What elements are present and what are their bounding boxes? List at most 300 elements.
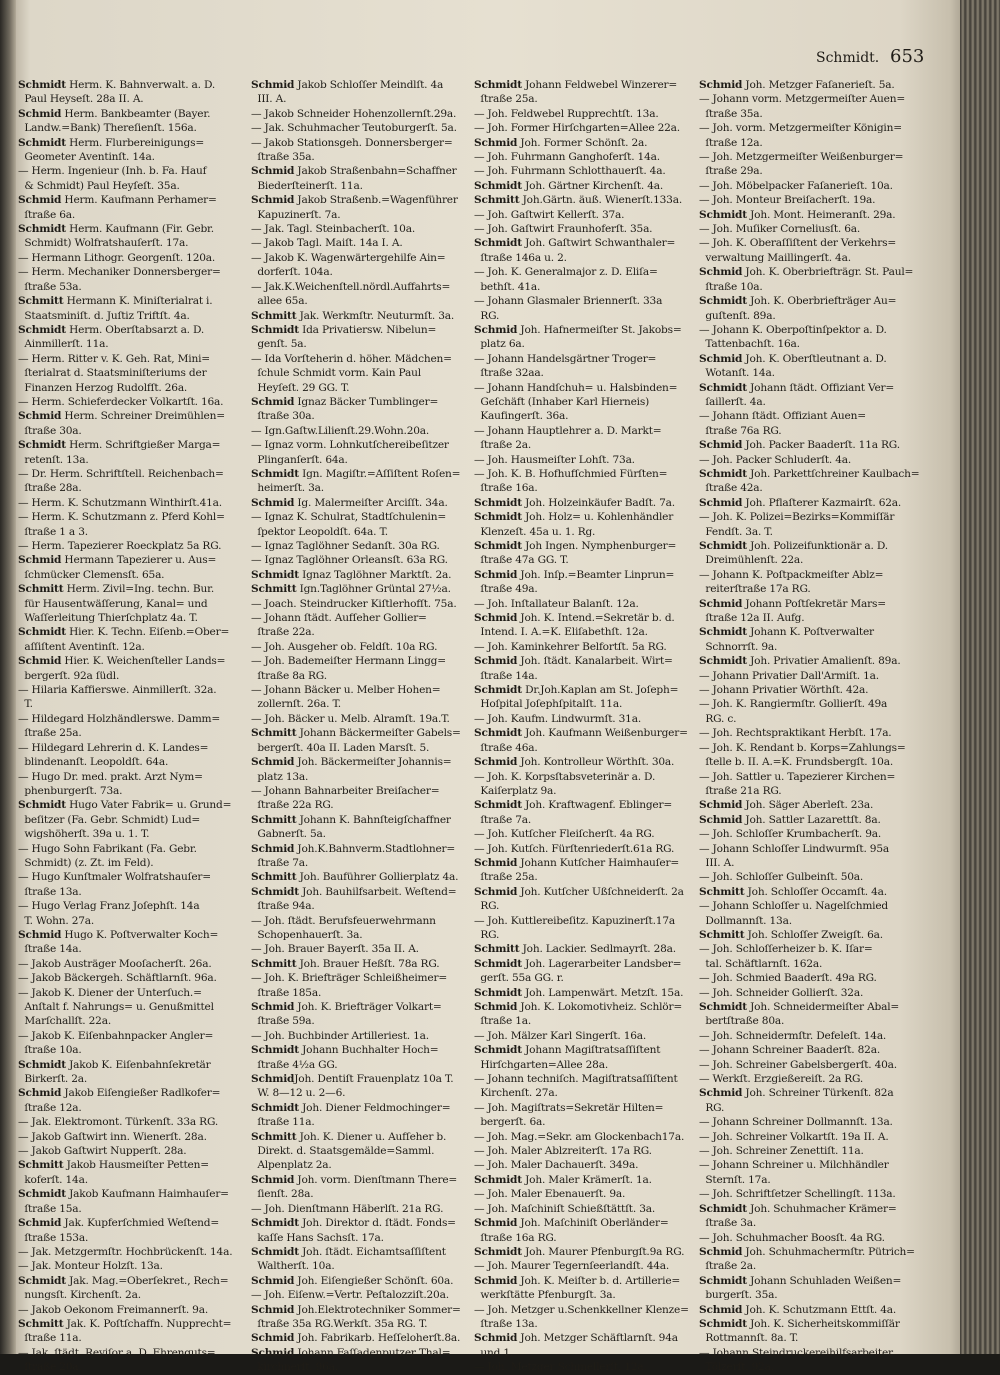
directory-line: Kaiſerplatz 9a.	[474, 784, 557, 797]
directory-line: Direkt. d. Staatsgemälde=Samml.	[251, 1145, 435, 1158]
directory-line: — Jakob Tagl. Maiſt. 14a I. A.	[251, 237, 403, 250]
directory-line: — Joh. Schloſſer Gulbeinſt. 50a.	[699, 871, 864, 884]
directory-line: — Johann Schloſſer Lindwurmſt. 95a	[699, 842, 889, 855]
directory-line: ſtraße 1 a 3.	[18, 525, 88, 538]
directory-line: — Joh. Möbelpacker Faſanerieſt. 10a.	[699, 179, 893, 192]
directory-line: — Johann Hauptlehrer a. D. Markt=	[474, 424, 662, 437]
directory-line: Schmid Hermann Tapezierer u. Aus=	[18, 554, 217, 567]
directory-line: — Hermann Lithogr. Georgenſt. 120a.	[18, 251, 216, 264]
directory-line: ſtraße 30a.	[251, 410, 315, 423]
directory-line: — Jakob K. Diener der Unterſuch.=	[18, 986, 202, 999]
directory-line: Schmidt Joh. Bauhilfsarbeit. Weſtend=	[251, 885, 457, 898]
directory-line: — Joh. K. Rangiermſtr. Gollierſt. 49a	[699, 698, 888, 711]
directory-line: III. A.	[699, 856, 735, 869]
directory-line: Staatsminiſt. d. Juſtiz Triftſt. 4a.	[18, 309, 190, 322]
directory-line: — Joh. Kuttlereibeſitz. Kapuzinerſt.17a	[474, 914, 675, 927]
directory-line: — Jak. Metzgermſtr. Hochbrückenſt. 14a.	[18, 1245, 233, 1258]
directory-line: — Joh. Gaſtwirt Kellerſt. 37a.	[474, 208, 625, 221]
directory-line: ſtraße 35a RG.Werkſt. 35a RG. T.	[251, 1317, 428, 1330]
directory-line: — Joh. Schneider Gollierſt. 32a.	[699, 986, 864, 999]
directory-line: — Joh. Magiſtrats=Sekretär Hilten=	[474, 1101, 664, 1114]
directory-line: ſienſt. 28a.	[251, 1188, 314, 1201]
directory-line: — Joh. Bäcker u. Melb. Alramſt. 19a.T.	[251, 712, 450, 725]
directory-line: ſtraße 153a.	[18, 1231, 89, 1244]
directory-line: Schmidt Joh. Lampenwärt. Metzſt. 15a.	[474, 986, 684, 999]
directory-line: — Johann K. Poſtpackmeiſter Ablz=	[699, 568, 884, 581]
directory-line: — Herm. Schieferdecker Volkartſt. 16a.	[18, 395, 224, 408]
page-gutter-left	[0, 0, 16, 1354]
directory-line: Schmid Herm. Bankbeamter (Bayer.	[18, 107, 211, 120]
directory-line: Dreimühlenſt. 22a.	[699, 554, 804, 567]
directory-line: Schmid Joh. Hafnermeiſter St. Jakobs=	[474, 323, 682, 336]
directory-line: — Hugo Dr. med. prakt. Arzt Nym=	[18, 770, 203, 783]
directory-line: Schmidt Johann Schuhladen Weißen=	[699, 1274, 902, 1287]
directory-line: — Joh. K. Polizei=Bezirks=Kommiſſär	[699, 511, 895, 524]
directory-line: Schmid Joh. Inſp.=Beamter Linprun=	[474, 568, 675, 581]
directory-line: — Joh. Schreiner Volkartſt. 19a II. A.	[699, 1130, 889, 1143]
directory-line: Schopenhauerſt. 3a.	[251, 928, 363, 941]
directory-line: ſtraße 13a.	[474, 1317, 538, 1330]
directory-line: Schmid Joh. Kontrolleur Wörthſt. 30a.	[474, 756, 675, 769]
directory-line: Schmid Jakob Straßenbahn=Schaffner	[251, 165, 457, 178]
directory-line: Kapuzinerſt. 7a.	[251, 208, 341, 221]
directory-line: Gabnerſt. 5a.	[251, 828, 326, 841]
directory-line: ſtraße 14a.	[18, 943, 82, 956]
directory-line: Schmidt) (z. Zt. im Feld).	[18, 856, 154, 869]
directory-line: & Schmidt) Paul Heyſeſt. 35a.	[18, 179, 180, 192]
directory-line: Schmid Joh. K. Briefträger Volkart=	[251, 1001, 442, 1013]
directory-line: Schmid Hugo K. Poſtverwalter Koch=	[18, 928, 219, 941]
directory-line: verwaltung Maillingerſt. 4a.	[699, 251, 851, 264]
directory-line: — Joh. K. Briefträger Schleißheimer=	[251, 972, 448, 985]
directory-line: Schmid Joh. Maſchiniſt Oberländer=	[474, 1217, 669, 1230]
directory-line: — Hugo Sohn Fabrikant (Fa. Gebr.	[18, 842, 197, 855]
directory-line: ſtraße 12a II. Aufg.	[699, 612, 805, 625]
directory-line: — Jakob Bäckergeh. Schäftlarnſt. 96a.	[18, 972, 217, 985]
directory-line: — Johann Glasmaler Briennerſt. 33a	[474, 295, 663, 308]
directory-line: ſtraße 25a.	[474, 93, 538, 106]
directory-line: Schmidt Ign. Magiſtr.=Aſſiſtent Roſen=	[251, 467, 461, 480]
directory-line: Schmidt Joh. Maler Krämerſt. 1a.	[474, 1173, 652, 1186]
directory-line: — Joh. Packer Schluderſt. 4a.	[699, 453, 852, 466]
directory-line: tal. Schäftlarnſt. 162a.	[699, 957, 823, 970]
directory-line: für Hausentwäſſerung, Kanal= und	[18, 597, 208, 610]
directory-line: — Joh. K. Korpsſtabsveterinär a. D.	[474, 770, 656, 783]
directory-line: ſtraße 6a.	[18, 208, 76, 221]
directory-line: kirchnerſt. 96a.	[251, 1361, 338, 1374]
directory-line: Geſchäft (Inhaber Karl Hierneis)	[474, 395, 650, 408]
directory-line: Waltherſt. 10a.	[251, 1260, 335, 1273]
directory-line: Schmid Joh. Fabrikarb. Heſſeloherſt.8a.	[251, 1332, 461, 1345]
directory-line: RG.	[474, 928, 500, 941]
directory-line: Schmitt Hermann K. Miniſterialrat i.	[18, 295, 213, 308]
directory-line: Plinganſerſt. 64a.	[251, 453, 348, 466]
directory-line: ſtraße 12a.	[18, 1101, 82, 1114]
directory-line: — Herm. K. Schutzmann Winthirſt.41a.	[18, 496, 222, 509]
directory-line: Schmidt) Wolfratshauſerſt. 17a.	[18, 237, 189, 250]
directory-line: ſtraße 185a.	[251, 986, 322, 999]
directory-line: phenburgerſt. 73a.	[18, 784, 123, 797]
directory-line: guſtenſt. 89a.	[699, 309, 776, 322]
directory-line: Schmid Jakob Straßenb.=Wagenführer	[251, 194, 458, 207]
directory-line: — Hugo Verlag Franz Joſephſt. 14a	[18, 900, 200, 913]
directory-line: Schmidt Hugo Vater Fabrik= u. Grund=	[18, 799, 232, 812]
directory-line: Schmid Joh. Sattler Lazarettſt. 8a.	[699, 813, 881, 826]
directory-line: ſtraße 10a.	[699, 280, 763, 293]
page-number: 653	[890, 46, 925, 67]
directory-line: ſtraße 20a.	[18, 1361, 82, 1374]
directory-line: ſchule Schmidt vorm. Kain Paul	[251, 367, 421, 380]
directory-line: Schmid Joh. Former Schönſt. 2a.	[474, 136, 648, 149]
directory-line: ſtraße 11a.	[18, 1332, 82, 1345]
directory-line: — Ignaz vorm. Lohnkutſchereibeſitzer	[251, 439, 449, 452]
directory-line: Schmidt Joh. Holz= u. Kohlenhändler	[474, 511, 674, 524]
directory-line: Schmitt Johann Bäckermeiſter Gabels=	[251, 727, 461, 740]
directory-line: — Joh. Inſtallateur Balanſt. 12a.	[474, 597, 639, 610]
directory-line: — Joh. Bademeiſter Hermann Lingg=	[251, 655, 446, 668]
directory-line: ſtraße 16a.	[474, 482, 538, 495]
directory-line: Schmid Ig. Malermeiſter Arciſſt. 34a.	[251, 496, 448, 509]
directory-line: platz 6a.	[474, 338, 525, 351]
directory-line: ſtraße 46a.	[474, 741, 538, 754]
directory-line: werkſtätte Pfenburgſt. 3a.	[474, 1289, 616, 1302]
directory-line: — Jakob Stationsgeh. Donnersberger=	[251, 136, 453, 149]
directory-line: — Joh. Schneidermſtr. Defeleſt. 14a.	[699, 1029, 887, 1042]
directory-line: Schmid Joh. ſtädt. Kanalarbeit. Wirt=	[474, 655, 673, 668]
directory-line: ſtraße 59a.	[251, 1015, 315, 1028]
directory-line: — Ign.Gaſtw.Lilienſt.29.Wohn.20a.	[251, 424, 430, 437]
directory-line: Tölzerſt. 92a.	[699, 1361, 774, 1374]
directory-line: Schmitt Jakob Hausmeiſter Petten=	[18, 1159, 209, 1172]
directory-line: — Joh. K. Oberaſſiſtent der Verkehrs=	[699, 237, 897, 250]
directory-line: Waſſerleitung Thierſchplatz 4a. T.	[18, 612, 198, 625]
directory-line: Schmidt Joh. Gaſtwirt Schwanthaler=	[474, 237, 676, 250]
directory-line: Alpenplatz 2a.	[251, 1159, 332, 1172]
directory-line: Schmid Joh. Schuhmachermſtr. Pütrich=	[699, 1245, 915, 1258]
directory-line: bergerſt. 40a II. Laden Marsſt. 5.	[251, 741, 430, 754]
directory-line: genſt. 5a.	[251, 338, 307, 351]
directory-line: RG.	[474, 900, 500, 913]
directory-line: Kirchenſt. 27a.	[474, 1087, 558, 1100]
directory-line: — Joh. Maler Ebenauerſt. 9a.	[474, 1188, 626, 1201]
directory-line: Schmid Jakob Schloſſer Meindlſt. 4a	[251, 79, 444, 91]
directory-line: ſtraße 29a.	[699, 165, 763, 178]
directory-line: ſtraße 2a.	[474, 439, 532, 452]
directory-line: — Johann Bahnarbeiter Breiſacher=	[251, 784, 440, 797]
directory-line: Schmitt Joh. Lackier. Sedlmayrſt. 28a.	[474, 943, 676, 956]
directory-line: Hirſchgarten=Allee 28a.	[474, 1058, 608, 1071]
directory-line: Schmidt Herm. Schriftgießer Marga=	[18, 439, 221, 452]
directory-line: T.	[18, 698, 33, 711]
directory-line: ſtraße 21a RG.	[699, 784, 782, 797]
directory-line: ſtraße 30a.	[18, 424, 82, 437]
directory-line: — Joh. Rechtspraktikant Herbſt. 17a.	[699, 727, 892, 740]
directory-line: — Joh. Muſiker Corneliusſt. 6a.	[699, 223, 861, 236]
directory-line: Schmid Joh.K.Bahnverm.Stadtlohner=	[251, 842, 456, 855]
directory-line: Dollmannſt. 13a.	[699, 914, 792, 927]
directory-line: — Joh. Metzger u.Schenkkellner Klenze=	[474, 1303, 689, 1316]
directory-line: Schmidt Joh. Schneidermeiſter Abal=	[699, 1001, 900, 1013]
directory-line: — Joh. Kaminkehrer Belfortſt. 5a RG.	[474, 640, 667, 653]
directory-line: — Jakob Austräger Mooſacherſt. 26a.	[18, 957, 212, 970]
directory-line: Schmidt Joh. Privatier Amalienſt. 89a.	[699, 655, 901, 668]
directory-line: — Jak. Elektromont. Türkenſt. 33a RG.	[18, 1116, 218, 1129]
directory-line: Schmidt Jakob K. Eiſenbahnſekretär	[18, 1058, 211, 1071]
directory-line: Schmidt Joh. ſtädt. Eichamtsaſſiſtent	[251, 1245, 446, 1258]
directory-line: — Johann Schreiner Baaderſt. 82a.	[699, 1044, 881, 1057]
directory-line: Finanzen Herzog Rudolfſt. 26a.	[18, 381, 188, 394]
directory-line: — Joh. Kaufm. Lindwurmſt. 31a.	[474, 712, 642, 725]
directory-line: zollernſt. 26a. T.	[251, 698, 341, 711]
directory-line: Schmid Hier. K. Weichenſteller Lands=	[18, 655, 226, 668]
directory-line: — Jakob K. Wagenwärtergehilfe Ain=	[251, 251, 446, 264]
directory-line: ſtraße 35a.	[251, 151, 315, 164]
directory-line: — Joh. Mag.=Sekr. am Glockenbach17a.	[474, 1130, 685, 1143]
directory-line: — Johann Schreiner Dollmannſt. 13a.	[699, 1116, 893, 1129]
directory-line: — Joh. Eiſenw.=Vertr. Peſtalozziſt.20a.	[251, 1289, 449, 1302]
directory-line: burgerſt. 35a.	[699, 1289, 778, 1302]
directory-line: Schmid Joh. vorm. Dienſtmann There=	[251, 1173, 458, 1186]
directory-line: Fendſt. 3a. T.	[699, 525, 773, 538]
directory-line: — Jakob Schneider Hohenzollernſt.29a.	[251, 107, 457, 120]
directory-line: — Joh. K. Generalmajor z. D. Eliſa=	[474, 266, 658, 279]
directory-line: — Herm. Mechaniker Donnersberger=	[18, 266, 221, 279]
directory-line: ſtraße 11a.	[251, 1116, 315, 1129]
directory-line: Schmidt Joh. Direktor d. ſtädt. Fonds=	[251, 1217, 456, 1230]
directory-line: — Joh. vorm. Metzgermeiſter Königin=	[699, 122, 902, 135]
directory-line: koferſt. 14a.	[18, 1173, 88, 1186]
directory-line: bertſtraße 80a.	[699, 1015, 785, 1028]
directory-line: kaſſe Hans Sachsſt. 17a.	[251, 1231, 384, 1244]
directory-line: Schmidt Joh. K. Sicherheitskommiſſär	[699, 1317, 900, 1330]
directory-line: — Joach. Steindrucker Kiſtlerhofſt. 75a.	[251, 597, 457, 610]
directory-line: Schmitt Jak. K. Poſtſchaffn. Nupprecht=	[18, 1317, 232, 1330]
directory-line: — Joh. Gaſtwirt Fraunhoferſt. 35a.	[474, 223, 653, 236]
directory-line: Schmitt Joh. Schloſſer Zweigſt. 6a.	[699, 928, 883, 941]
directory-line: — Joh. Fuhrmann Schlotthauerſt. 4a.	[474, 165, 666, 178]
directory-line: Schmid Joh. Pflaſterer Kazmairſt. 62a.	[699, 496, 902, 509]
directory-line: ſtraße 10a.	[18, 1044, 82, 1057]
directory-line: Schmitt Herm. Zivil=Ing. techn. Bur.	[18, 583, 214, 596]
directory-line: ſtraße 146a u. 2.	[474, 251, 567, 264]
directory-line: Schmidt Johann Feldwebel Winzerer=	[474, 79, 678, 91]
directory-line: — Jakob K. Eiſenbahnpacker Angler=	[18, 1029, 214, 1042]
directory-line: Schmidt Joh. Polizeifunktionär a. D.	[699, 540, 888, 552]
directory-line: Schmid Jak. Kupferſchmied Weſtend=	[18, 1217, 220, 1230]
directory-line: Marſchallſt. 22a.	[18, 1015, 112, 1028]
directory-line: Schmid Joh. Schreiner Türkenſt. 82a	[699, 1087, 894, 1100]
directory-line: Schmitt Joh. Brauer Heßſt. 78a RG.	[251, 957, 440, 970]
directory-line: — Jak. Schuhmacher Teutoburgerſt. 5a.	[251, 122, 457, 135]
directory-line: ſtraße 15a.	[18, 1202, 82, 1215]
directory-line: Schmidt Johann Buchhalter Hoch=	[251, 1044, 439, 1057]
directory-line: ſtraße 94a.	[251, 900, 315, 913]
directory-line: Schmid Jakob Eiſengießer Radlkofer=	[18, 1087, 221, 1100]
directory-line: ſtraße 22a RG.	[251, 799, 334, 812]
directory-line: ſtraße 49a.	[474, 583, 538, 596]
directory-line: ſtelle b. II. A.=K. Frundsbergſt. 10a.	[699, 756, 894, 769]
column-1	[18, 78, 248, 1374]
directory-line: Schmitt Joh.Gärtn. äuß. Wienerſt.133a.	[474, 194, 682, 207]
directory-line: RG.	[699, 1101, 725, 1114]
directory-line: — Joh. Schuhmacher Boosſt. 4a RG.	[699, 1231, 885, 1244]
directory-line: — Joh. Maurer Tegernſeerlandſt. 44a.	[474, 1260, 670, 1273]
directory-line: ſaillerſt. 4a.	[699, 395, 766, 408]
directory-line: ſtraße 7a.	[251, 856, 309, 869]
directory-line: Schmidt Joh Ingen. Nymphenburger=	[474, 540, 677, 552]
directory-line: Schmid Johann Kutſcher Haimhauſer=	[474, 856, 680, 869]
directory-line: aſſiſtent Aventinſt. 12a.	[18, 640, 145, 653]
column-3	[474, 78, 696, 1374]
directory-line: bethſt. 41a.	[474, 280, 541, 293]
directory-line: Schmitt Joh. Bauführer Gollierplatz 4a.	[251, 871, 459, 884]
directory-line: Schmid Joh. Eiſengießer Schönſt. 60a.	[251, 1274, 454, 1287]
directory-line: Schmidt Joh. K. Oberbriefträger Au=	[699, 295, 897, 308]
directory-line: — Johann Privatier Dall'Armiſt. 1a.	[699, 669, 879, 682]
directory-line: — Joh. Maler Ablzreiterſt. 17a RG.	[474, 1145, 652, 1158]
directory-line: Schmid Joh. K. Schutzmann Ettſt. 4a.	[699, 1303, 897, 1316]
directory-line: Schmid Joh. K. Lokomotivheiz. Schlör=	[474, 1001, 683, 1013]
directory-line: ſtraße 7a.	[474, 813, 532, 826]
directory-line: — Herm. Tapezierer Roeckplatz 5a RG.	[18, 540, 222, 552]
directory-line: ſtraße 53a.	[18, 280, 82, 293]
column-2	[251, 78, 471, 1374]
directory-line: Schmidt Herm. K. Bahnverwalt. a. D.	[18, 79, 216, 91]
directory-line: — Joh. Schriftſetzer Schellingſt. 113a.	[699, 1188, 896, 1201]
directory-line: Schmidt Herm. Oberſtabsarzt a. D.	[18, 323, 205, 336]
directory-line: — Joh. Schloſſerheizer b. K. Iſar=	[699, 943, 873, 956]
directory-line: Schmidt Herm. Flurbereinigungs=	[18, 136, 205, 149]
directory-line: — Herm. K. Schutzmann z. Pferd Kohl=	[18, 511, 225, 524]
directory-line: — Joh. ſtädt. Berufsfeuerwehrmann	[251, 914, 436, 927]
directory-line: ſpektor Leopoldſt. 64a. T.	[251, 525, 388, 538]
directory-line: W. 8—12 u. 2—6.	[251, 1087, 346, 1100]
directory-line: Schmidt Dr.Joh.Kaplan am St. Joſeph=	[474, 684, 679, 697]
directory-line: Kaufingerſt. 36a.	[474, 410, 569, 423]
directory-line: Schmid Joh. K. Oberſtleutnant a. D.	[699, 352, 887, 365]
directory-line: Schmid Herm. Kaufmann Perhamer=	[18, 194, 217, 207]
directory-line: — Herm. Ritter v. K. Geh. Rat, Mini=	[18, 352, 210, 365]
directory-line: retenſt. 13a.	[18, 453, 89, 466]
directory-line: — Ida Vorſteherin d. höher. Mädchen=	[251, 352, 452, 365]
directory-line: Schmidt Joh. Maurer Pfenburgſt.9a RG.	[474, 1245, 685, 1258]
directory-line: ſtraße 8a RG.	[251, 669, 327, 682]
directory-line: — Joh. Metzger Schmellerſt. 12a.	[474, 1361, 647, 1374]
directory-line: — Jak. ſtädt. Reviſor a. D. Ehrenguts=	[18, 1346, 216, 1359]
directory-line: bergerſt. 92a ſüdl.	[18, 669, 120, 682]
directory-line: Schmid Joh.Elektrotechniker Sommer=	[251, 1303, 461, 1316]
directory-line: — Johann Schloſſer u. Nagelſchmied	[699, 900, 889, 913]
directory-line: — Ignaz Taglöhner Sedanſt. 30a RG.	[251, 540, 440, 552]
directory-line: — Joh. Kutſch. Fürſtenriederſt.61a RG.	[474, 842, 675, 855]
running-head: Schmidt.	[816, 50, 880, 66]
directory-line: ſtraße 13a.	[18, 885, 82, 898]
directory-line: — Joh. Fuhrmann Ganghoferſt. 14a.	[474, 151, 660, 164]
directory-line: — Joh. Maler Dachauerſt. 349a.	[474, 1159, 639, 1172]
directory-line: Schmidt Johann Magiſtratsaſſiſtent	[474, 1044, 661, 1057]
directory-line: heimerſt. 3a.	[251, 482, 324, 495]
directory-line: Schmitt Joh. K. Diener u. Aufſeher b.	[251, 1130, 447, 1143]
directory-line: Schmidt Joh. Kraftwagenf. Eblinger=	[474, 799, 673, 812]
directory-line: ſterialrat d. Staatsminiſteriums der	[18, 367, 207, 380]
directory-line: ſtraße 2a.	[699, 1260, 757, 1273]
directory-line: ſtraße 22a.	[251, 626, 315, 639]
directory-line: — Johann Steindruckereihilfsarbeiter	[699, 1346, 893, 1359]
directory-line: ſtraße 1a.	[474, 1015, 532, 1028]
directory-line: gerſt. 55a GG. r.	[474, 972, 564, 985]
directory-line: — Joh. Dienſtmann Häberlſt. 21a RG.	[251, 1202, 444, 1215]
directory-line: Schnorrſt. 9a.	[699, 640, 778, 653]
directory-line: — Johann Privatier Wörthſt. 42a.	[699, 684, 869, 697]
directory-line: Schmidt Johann K. Poſtverwalter	[699, 626, 874, 639]
directory-line: Schmid Johann Faſſadenputzer Thal=	[251, 1346, 451, 1359]
directory-line: Anſtalt f. Nahrungs= u. Genußmittel	[18, 1001, 214, 1013]
directory-line: Intend. I. A.=K. Eliſabethſt. 12a.	[474, 626, 648, 639]
directory-line: Schmidt Jak. Mag.=Oberſekret., Rech=	[18, 1274, 229, 1287]
directory-line: Birkerſt. 2a.	[18, 1073, 88, 1086]
directory-line: ſtraße 16a RG.	[474, 1231, 557, 1244]
directory-line: Schmid Joh. Packer Baaderſt. 11a RG.	[699, 439, 900, 452]
directory-line: — Hilaria Kaffierswe. Ainmillerſt. 32a.	[18, 684, 217, 697]
directory-line: — Joh. Feldwebel Rupprechtſt. 13a.	[474, 107, 659, 120]
directory-line: — Joh. Kutſcher Fleiſcherſt. 4a RG.	[474, 828, 655, 841]
directory-line: Schmidt Joh. Schuhmacher Krämer=	[699, 1202, 897, 1215]
directory-line: Schmitt Johann K. Bahnſteigſchaffner	[251, 813, 451, 826]
directory-line: Tattenbachſt. 16a.	[699, 338, 800, 351]
directory-line: ſtraße 47a GG. T.	[474, 554, 569, 567]
directory-line: beſitzer (Fa. Gebr. Schmidt) Lud=	[18, 813, 201, 826]
directory-line: Schmid Ignaz Bäcker Tumblinger=	[251, 395, 439, 408]
directory-line: — Johann techniſch. Magiſtratsaſſiſtent	[474, 1073, 678, 1086]
directory-line: — Johann K. Oberpoſtinſpektor a. D.	[699, 323, 887, 336]
directory-line: blindenanſt. Leopoldſt. 64a.	[18, 756, 169, 769]
directory-line: Schmidt Herm. Kaufmann (Fir. Gebr.	[18, 223, 214, 236]
directory-line: — Ignaz Taglöhner Orleansſt. 63a RG.	[251, 554, 448, 567]
directory-line: SchmidJoh. Dentiſt Frauenplatz 10a T.	[251, 1073, 454, 1086]
directory-line: nungsſt. Kirchenſt. 2a.	[18, 1289, 141, 1302]
directory-line: Schmid Herm. Schreiner Dreimühlen=	[18, 410, 225, 423]
directory-line: Schmidt Joh. Gärtner Kirchenſt. 4a.	[474, 179, 664, 192]
directory-line: Schmitt Jak. Werkmſtr. Neuturmſt. 3a.	[251, 309, 455, 322]
directory-line: ſtraße 4½a GG.	[251, 1058, 338, 1071]
directory-line: Hoſpital Joſephſpitalſt. 11a.	[474, 698, 623, 711]
directory-line: bergerſt. 6a.	[474, 1116, 546, 1129]
directory-line: ſtraße 28a.	[18, 482, 82, 495]
directory-line: — Werkſt. Erzgießereiſt. 2a RG.	[699, 1073, 864, 1086]
page-stack-edge-right	[960, 0, 1000, 1354]
directory-line: — Ignaz K. Schulrat, Stadtſchulenin=	[251, 511, 446, 524]
directory-line: — Hildegard Lehrerin d. K. Landes=	[18, 741, 209, 754]
directory-line: — Jak.K.Weichenſtell.nördl.Auffahrts=	[251, 280, 451, 293]
directory-line: — Joh. Schreiner Zenettiſt. 11a.	[699, 1145, 864, 1158]
directory-line: — Jak. Tagl. Steinbacherſt. 10a.	[251, 223, 415, 236]
directory-line: Ainmillerſt. 11a.	[18, 338, 109, 351]
directory-line: wigshöherſt. 39a u. 1. T.	[18, 828, 150, 841]
directory-line: Schmid Joh. K. Oberbriefträgr. St. Paul=	[699, 266, 914, 279]
directory-line: T. Wohn. 27a.	[18, 914, 95, 927]
directory-line: — Johann Bäcker u. Melber Hohen=	[251, 684, 441, 697]
directory-line: Geometer Aventinſt. 14a.	[18, 151, 155, 164]
directory-line: — Johann Handſchuh= u. Halsbinden=	[474, 381, 678, 394]
directory-line: ſtraße 3a.	[699, 1217, 757, 1230]
column-4	[699, 78, 920, 1374]
directory-line: Sternſt. 17a.	[699, 1173, 771, 1186]
directory-line: — Jakob Gaſtwirt inn. Wienerſt. 28a.	[18, 1130, 207, 1143]
directory-line: Schmidt Jakob Kaufmann Haimhauſer=	[18, 1188, 229, 1201]
directory-line: — Joh. Brauer Bayerſt. 35a II. A.	[251, 943, 419, 956]
directory-line: Paul Heyseſt. 28a II. A.	[18, 93, 144, 106]
directory-line: — Joh. Former Hirſchgarten=Allee 22a.	[474, 122, 680, 135]
